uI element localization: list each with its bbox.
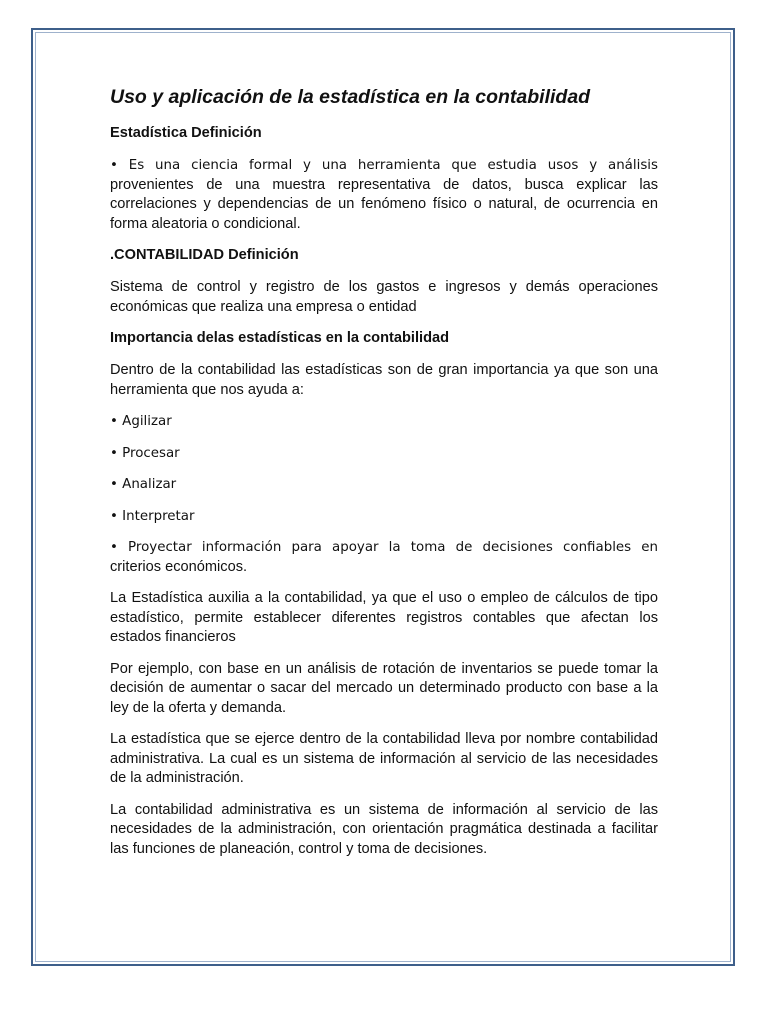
- bullet-proyectar-cont: criterios económicos.: [110, 558, 248, 575]
- paragraph-contabilidad: Sistema de control y registro de los gastos e ingresos y demás operaciones económicas que realiza una empresa o entidad: [110, 279, 658, 315]
- bullet-proyectar: • Proyectar información para apoyar la toma de decisiones confiables en: [110, 540, 658, 555]
- paragraph-auxilia: La Estadística auxilia a la contabilidad, ya que el uso o empleo de cálculos de tipo estadístico, permite establecer diferentes registros contables que afectan los estados financieros: [110, 590, 658, 645]
- bullet-interpretar: • Interpretar: [110, 508, 195, 524]
- heading-contabilidad: .CONTABILIDAD Definición: [110, 247, 299, 263]
- heading-importancia: Importancia delas estadísticas en la contabilidad: [110, 330, 450, 346]
- bullet-estadistica: • Es una ciencia formal y una herramienta que estudia usos y análisis: [110, 158, 658, 173]
- document-body: [110, 84, 658, 871]
- paragraph-ejemplo: Por ejemplo, con base en un análisis de rotación de inventarios se puede tomar la decisión de aumentar o sacar del mercado un determinado producto con base a la ley de la oferta y demanda.: [110, 660, 658, 716]
- bullet-agilizar: • Agilizar: [110, 414, 172, 429]
- bullet-procesar: • Procesar: [110, 445, 180, 461]
- paragraph-estadistica: [110, 156, 658, 234]
- paragraph-administrativa: La estadística que se ejerce dentro de la contabilidad lleva por nombre contabilidad administrativa. La cual es un sistema de información al servicio de las necesidades de la administración.: [110, 731, 658, 786]
- paragraph-estadistica-cont: provenientes de una muestra representativa de datos, busca explicar las correlaciones y dependencias de un fenómeno físico o natural, de ocurrencia en forma aleatoria o condicional.: [110, 176, 658, 232]
- paragraph-proyectar: [110, 538, 658, 577]
- heading-estadistica: Estadística Definición: [110, 125, 262, 141]
- bullet-analizar: • Analizar: [110, 477, 177, 492]
- document-title: Uso y aplicación de la estadística en la contabilidad: [110, 86, 591, 108]
- paragraph-importancia: Dentro de la contabilidad las estadísticas son de gran importancia ya que son una herramienta que nos ayuda a:: [110, 362, 658, 398]
- paragraph-final: La contabilidad administrativa es un sistema de información al servicio de las necesidades de la administración, con orientación pragmática destinada a facilitar las funciones de planeación, control y toma de decisiones.: [110, 801, 658, 857]
